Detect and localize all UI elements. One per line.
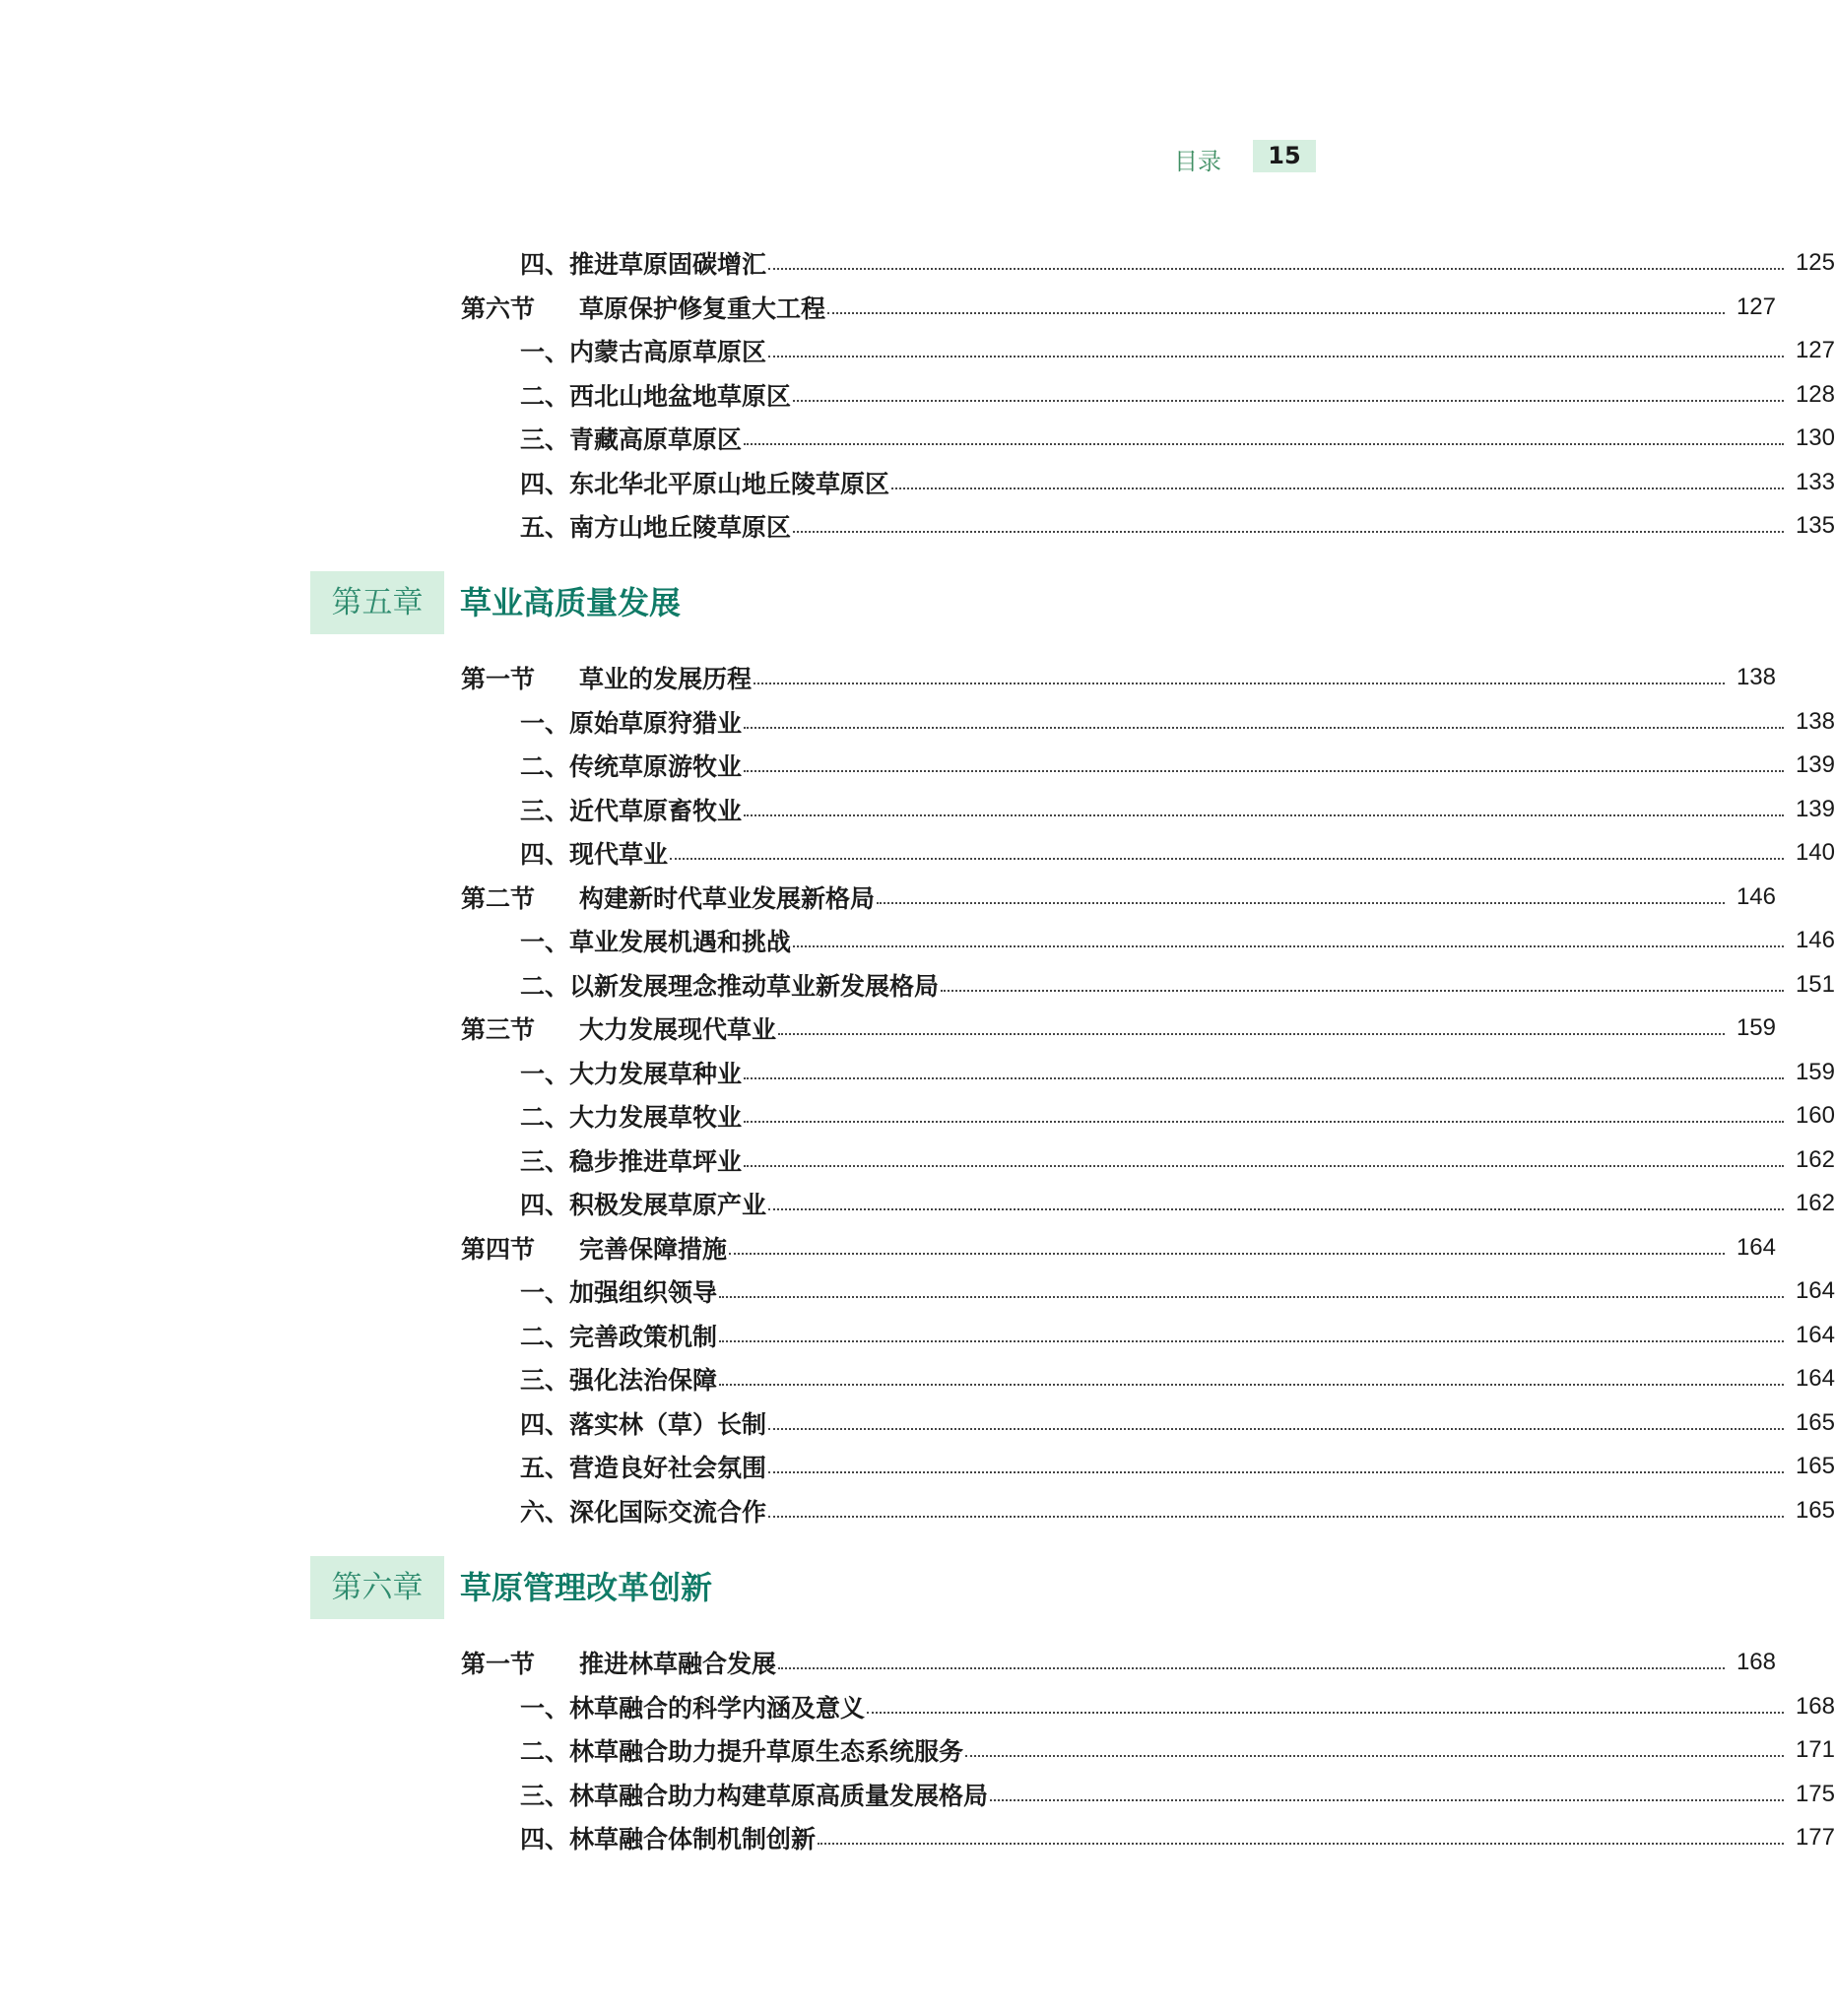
section-number: 第四节 <box>461 1234 536 1264</box>
section-number: 第二节 <box>461 883 536 913</box>
toc-section-entry[interactable] <box>0 286 1776 330</box>
chapter-heading[interactable] <box>0 1556 1435 1619</box>
toc-subsection-entry[interactable] <box>0 1138 1835 1183</box>
toc-subsection-entry[interactable] <box>0 788 1835 832</box>
page-number: 15 <box>1253 140 1316 172</box>
dot-leader <box>768 1469 1784 1473</box>
dot-leader <box>778 1665 1725 1669</box>
toc-subsection-entry[interactable] <box>0 1685 1835 1729</box>
entry-title: 三、稳步推进草坪业 <box>520 1146 743 1176</box>
toc-section-entry[interactable] <box>0 1007 1776 1051</box>
section-number: 第六节 <box>461 293 536 323</box>
toc-subsection-entry[interactable] <box>0 919 1835 963</box>
chapter-number: 第五章 <box>310 571 444 634</box>
entry-title: 四、东北华北平原山地丘陵草原区 <box>520 469 890 498</box>
dot-leader <box>990 1797 1784 1801</box>
section-number: 第一节 <box>461 1650 536 1679</box>
dot-leader <box>768 1514 1784 1518</box>
chapter-5 <box>0 571 1835 1532</box>
toc-section-entry[interactable] <box>0 1641 1776 1685</box>
toc-subsection-entry[interactable] <box>0 1051 1835 1095</box>
entry-page-number: 162 <box>1795 1190 1835 1217</box>
entry-title: 三、近代草原畜牧业 <box>520 796 743 825</box>
entry-page-number: 164 <box>1736 1233 1776 1261</box>
toc-subsection-entry[interactable] <box>0 1182 1835 1226</box>
entry-page-number: 171 <box>1795 1736 1835 1764</box>
toc-subsection-entry[interactable] <box>0 1445 1835 1489</box>
chapter-heading[interactable] <box>0 571 1435 634</box>
toc-subsection-entry[interactable] <box>0 1094 1835 1138</box>
toc-subsection-entry[interactable] <box>0 373 1835 418</box>
dot-leader <box>744 725 1784 729</box>
toc-section-entry[interactable] <box>0 1226 1776 1270</box>
dot-leader <box>877 900 1725 904</box>
toc-subsection-entry[interactable] <box>0 700 1835 745</box>
entry-title: 三、林草融合助力构建草原高质量发展格局 <box>520 1781 989 1810</box>
toc-continued-entries <box>0 241 1835 549</box>
dot-leader <box>768 1206 1784 1210</box>
entry-title: 二、以新发展理念推动草业新发展格局 <box>520 971 940 1001</box>
entry-title: 构建新时代草业发展新格局 <box>579 883 876 913</box>
entry-page-number: 138 <box>1795 707 1835 735</box>
toc-subsection-entry[interactable] <box>0 329 1835 373</box>
dot-leader <box>793 398 1784 402</box>
toc-subsection-entry[interactable] <box>0 461 1835 505</box>
entry-page-number: 140 <box>1795 839 1835 867</box>
entry-title: 二、传统草原游牧业 <box>520 752 743 782</box>
dot-leader <box>744 441 1784 445</box>
toc-subsection-entry[interactable] <box>0 1269 1835 1314</box>
entry-page-number: 135 <box>1795 512 1835 540</box>
toc-subsection-entry[interactable] <box>0 504 1835 549</box>
dot-leader <box>891 486 1784 489</box>
entry-page-number: 175 <box>1795 1780 1835 1807</box>
entry-page-number: 165 <box>1795 1408 1835 1436</box>
entry-page-number: 139 <box>1795 751 1835 779</box>
entry-page-number: 165 <box>1795 1453 1835 1480</box>
entry-page-number: 130 <box>1795 424 1835 452</box>
entry-page-number: 165 <box>1795 1496 1835 1524</box>
toc-subsection-entry[interactable] <box>0 1357 1835 1401</box>
entry-title: 一、原始草原狩猎业 <box>520 708 743 738</box>
dot-leader <box>744 1119 1784 1123</box>
toc-subsection-entry[interactable] <box>0 417 1835 461</box>
entry-title: 四、现代草业 <box>520 840 669 870</box>
dot-leader <box>768 266 1784 270</box>
entry-title: 大力发展现代草业 <box>579 1015 777 1045</box>
dot-leader <box>793 529 1784 533</box>
entry-page-number: 177 <box>1795 1824 1835 1852</box>
entry-page-number: 159 <box>1736 1014 1776 1042</box>
entry-title: 二、西北山地盆地草原区 <box>520 381 792 411</box>
entry-title: 一、草业发展机遇和挑战 <box>520 928 792 957</box>
entry-page-number: 127 <box>1795 337 1835 364</box>
entry-title: 一、内蒙古高原草原区 <box>520 338 767 367</box>
dot-leader <box>744 768 1784 772</box>
entry-title: 四、林草融合体制机制创新 <box>520 1825 817 1854</box>
entry-page-number: 151 <box>1795 970 1835 998</box>
section-number: 第一节 <box>461 665 536 694</box>
entry-title: 三、强化法治保障 <box>520 1366 718 1396</box>
entry-title: 三、青藏高原草原区 <box>520 425 743 455</box>
entry-page-number: 160 <box>1795 1102 1835 1130</box>
entry-page-number: 139 <box>1795 795 1835 822</box>
entry-page-number: 138 <box>1736 664 1776 691</box>
entry-title: 草业的发展历程 <box>579 665 753 694</box>
entry-page-number: 164 <box>1795 1321 1835 1348</box>
dot-leader <box>768 1426 1784 1430</box>
entry-title: 四、推进草原固碳增汇 <box>520 250 767 280</box>
entry-title: 六、深化国际交流合作 <box>520 1497 767 1527</box>
entry-page-number: 159 <box>1795 1058 1835 1085</box>
dot-leader <box>793 943 1784 947</box>
entry-title: 二、林草融合助力提升草原生态系统服务 <box>520 1737 964 1767</box>
entry-title: 二、完善政策机制 <box>520 1322 718 1351</box>
dot-leader <box>867 1710 1784 1714</box>
entry-page-number: 125 <box>1795 249 1835 277</box>
chapter-6 <box>0 1556 1835 1860</box>
entry-title: 一、林草融合的科学内涵及意义 <box>520 1693 866 1723</box>
entry-page-number: 164 <box>1795 1277 1835 1305</box>
running-header <box>1162 140 1316 175</box>
dot-leader <box>744 1075 1784 1079</box>
entry-title: 完善保障措施 <box>579 1234 728 1264</box>
entry-title: 五、南方山地丘陵草原区 <box>520 513 792 543</box>
entry-title: 推进林草融合发展 <box>579 1650 777 1679</box>
toc-subsection-entry[interactable] <box>0 1314 1835 1358</box>
entry-page-number: 164 <box>1795 1365 1835 1393</box>
toc-subsection-entry[interactable] <box>0 1401 1835 1446</box>
entry-page-number: 128 <box>1795 380 1835 408</box>
entry-title: 二、大力发展草牧业 <box>520 1103 743 1133</box>
dot-leader <box>744 813 1784 816</box>
entry-page-number: 146 <box>1795 927 1835 954</box>
toc-subsection-entry[interactable] <box>0 963 1835 1008</box>
header-label: 目录 <box>1174 148 1221 175</box>
section-number: 第三节 <box>461 1015 536 1045</box>
dot-leader <box>965 1753 1784 1757</box>
dot-leader <box>719 1382 1784 1386</box>
chapter-title: 草原管理改革创新 <box>460 1569 713 1606</box>
dot-leader <box>818 1841 1784 1845</box>
dot-leader <box>719 1338 1784 1342</box>
toc-subsection-entry[interactable] <box>0 241 1835 286</box>
toc-subsection-entry[interactable] <box>0 1489 1835 1533</box>
entry-page-number: 168 <box>1795 1692 1835 1720</box>
dot-leader <box>670 856 1784 860</box>
chapter-entries <box>0 1641 1835 1860</box>
toc-subsection-entry[interactable] <box>0 831 1835 876</box>
toc-subsection-entry[interactable] <box>0 1728 1835 1773</box>
dot-leader <box>941 988 1784 992</box>
entry-title: 一、加强组织领导 <box>520 1278 718 1308</box>
entry-title: 五、营造良好社会氛围 <box>520 1454 767 1483</box>
dot-leader <box>827 310 1725 314</box>
dot-leader <box>744 1163 1784 1167</box>
chapter-entries <box>0 656 1835 1532</box>
entry-title: 四、积极发展草原产业 <box>520 1191 767 1220</box>
toc-subsection-entry[interactable] <box>0 744 1835 788</box>
dot-leader <box>754 681 1725 684</box>
toc-section-entry[interactable] <box>0 876 1776 920</box>
toc-subsection-entry[interactable] <box>0 1816 1835 1860</box>
toc-subsection-entry[interactable] <box>0 1773 1835 1817</box>
chapter-number: 第六章 <box>310 1556 444 1619</box>
entry-title: 草原保护修复重大工程 <box>579 293 826 323</box>
chapter-title: 草业高质量发展 <box>460 584 682 621</box>
entry-title: 四、落实林（草）长制 <box>520 1409 767 1439</box>
dot-leader <box>778 1031 1725 1035</box>
entry-page-number: 146 <box>1736 882 1776 910</box>
dot-leader <box>768 354 1784 358</box>
entry-page-number: 133 <box>1795 468 1835 495</box>
entry-title: 一、大力发展草种业 <box>520 1059 743 1088</box>
toc-section-entry[interactable] <box>0 656 1776 700</box>
entry-page-number: 127 <box>1736 293 1776 320</box>
entry-page-number: 162 <box>1795 1145 1835 1173</box>
dot-leader <box>729 1251 1725 1255</box>
dot-leader <box>719 1294 1784 1298</box>
entry-page-number: 168 <box>1736 1649 1776 1676</box>
